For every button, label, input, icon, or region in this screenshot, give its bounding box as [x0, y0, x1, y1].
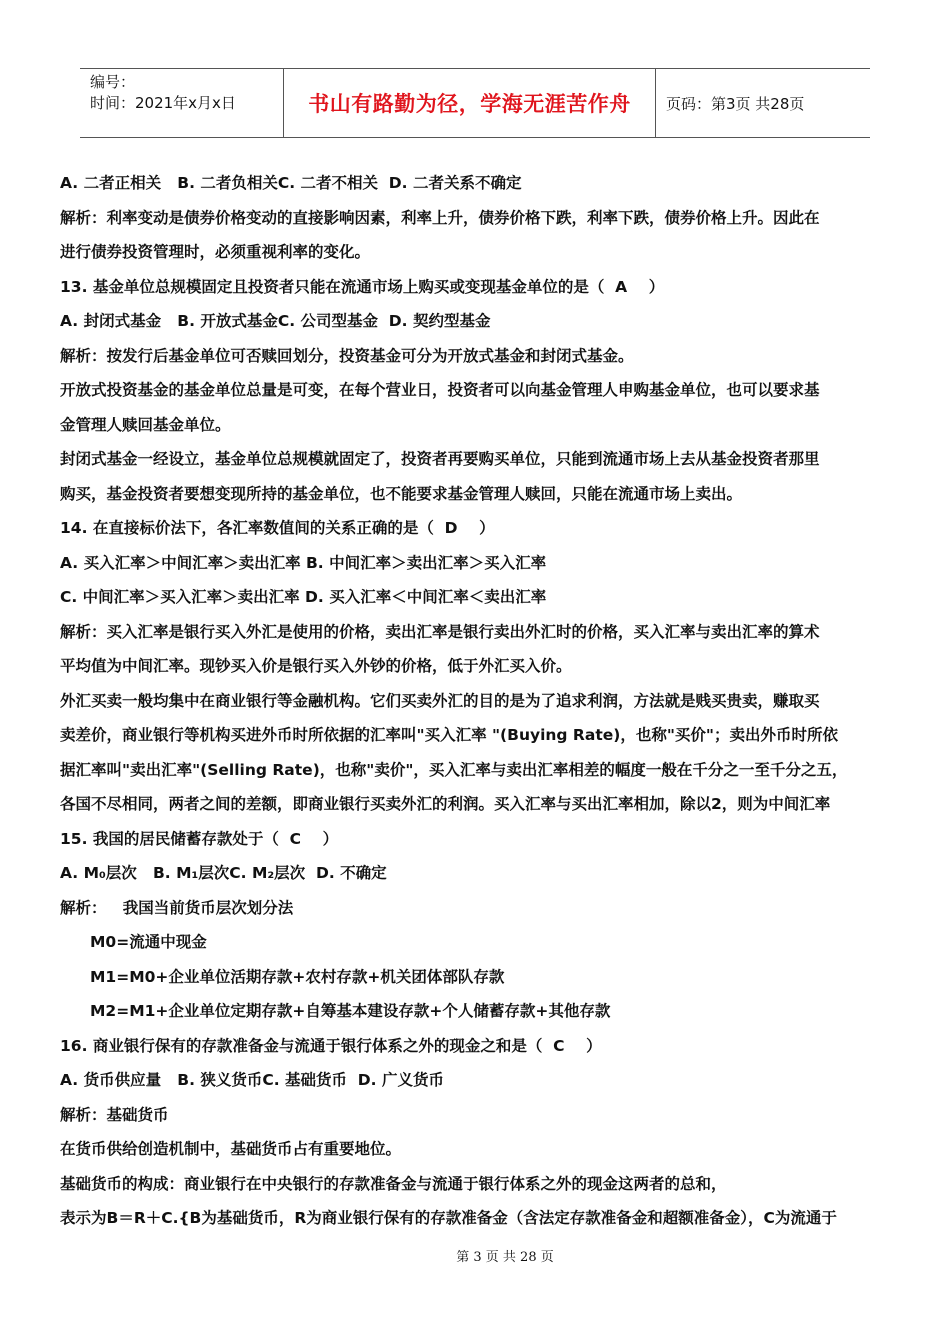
text-line: 解析： 我国当前货币层次划分法 [60, 898, 294, 917]
text-line: 进行债券投资管理时，必须重视利率的变化。 [60, 243, 371, 261]
text-line: 在货币供给创造机制中，基础货币占有重要地位。 [60, 1140, 402, 1158]
text-line: 封闭式基金一经设立，基金单位总规模就固定了，投资者再要购买单位，只能到流通市场上去从基金投资者那里 [60, 450, 820, 468]
document-time-label: 时间：2021年x月x日 [90, 94, 236, 112]
text-line: A. 二者正相关 B. 二者负相关C. 二者不相关 D. 二者关系不确定 [60, 174, 522, 192]
question-line: 13. 基金单位总规模固定且投资者只能在流通市场上购买或变现基金单位的是（ A ） [60, 277, 665, 296]
text-line: 解析：基础货币 [60, 1105, 169, 1124]
text-line: 各国不尽相同，两者之间的差额，即商业银行买卖外汇的利润。买入汇率与买出汇率相加，除以2，则为中间汇率 [60, 795, 831, 813]
question-line: 14. 在直接标价法下，各汇率数值间的关系正确的是（ D ） [60, 519, 495, 537]
text-line: 基础货币的构成：商业银行在中央银行的存款准备金与流通于银行体系之外的现金这两者的总和， [60, 1174, 727, 1193]
question-line: 15. 我国的居民储蓄存款处于（ C ） [60, 829, 339, 848]
text-line: 平均值为中间汇率。现钞买入价是银行买入外钞的价格，低于外汇买入价。 [60, 657, 572, 675]
text-line: 解析：买入汇率是银行买入外汇是使用的价格，卖出汇率是银行卖出外汇时的价格，买入汇率与卖出汇率的算术 [60, 622, 820, 641]
text-line: 外汇买卖一般均集中在商业银行等金融机构。它们买卖外汇的目的是为了追求利润，方法就是贱买贵卖，赚取买 [60, 691, 820, 710]
text-line: 表示为B＝R＋C.{B为基础货币，R为商业银行保有的存款准备金（含法定存款准备金和超额准备金），C为流通于 [60, 1209, 837, 1227]
text-line: 开放式投资基金的基金单位总量是可变，在每个营业日，投资者可以向基金管理人申购基金单位，也可以要求基 [60, 381, 820, 399]
text-line: 据汇率叫"卖出汇率"(Selling Rate)，也称"卖价"，买入汇率与卖出汇率相差的幅度一般在千分之一至千分之五， [60, 760, 848, 779]
page-footer: 第 3 页 共 28 页 [456, 1250, 554, 1265]
header-motto: 书山有路勤为径，学海无涯苦作舟 [283, 69, 656, 137]
text-line: M1=M0+企业单位活期存款+农村存款+机关团体部队存款 [90, 967, 505, 986]
options-line: C. 中间汇率＞买入汇率＞卖出汇率 D. 买入汇率＜中间汇率＜卖出汇率 [60, 588, 547, 606]
header-page-info: 页码：第3页 共28页 [666, 94, 805, 113]
document-id-label: 编号： [90, 73, 136, 91]
options-line: A. 封闭式基金 B. 开放式基金C. 公司型基金 D. 契约型基金 [60, 312, 491, 330]
text-line: 购买，基金投资者要想变现所持的基金单位，也不能要求基金管理人赎回，只能在流通市场上卖出。 [60, 484, 743, 503]
header-meta [80, 69, 283, 137]
page-header [80, 68, 870, 138]
text-line: 解析：按发行后基金单位可否赎回划分，投资基金可分为开放式基金和封闭式基金。 [60, 346, 634, 365]
text-line: M0=流通中现金 [90, 933, 207, 951]
text-line: M2=M1+企业单位定期存款+自筹基本建设存款+个人储蓄存款+其他存款 [90, 1002, 611, 1020]
text-line: 解析：利率变动是债券价格变动的直接影响因素，利率上升，债券价格下跌，利率下跌，债券价格上升。因此在 [60, 208, 820, 227]
text-line: 金管理人赎回基金单位。 [60, 415, 231, 434]
options-line: A. M₀层次 B. M₁层次C. M₂层次 D. 不确定 [60, 864, 387, 882]
options-line: A. 货币供应量 B. 狭义货币C. 基础货币 D. 广义货币 [60, 1071, 444, 1089]
document-body [60, 166, 895, 1236]
options-line: A. 买入汇率＞中间汇率＞卖出汇率 B. 中间汇率＞卖出汇率＞买入汇率 [60, 553, 547, 572]
text-line: 卖差价，商业银行等机构买进外币时所依据的汇率叫"买入汇率 "(Buying Rate)，也称"买价"；卖出外币时所依 [60, 726, 838, 744]
question-line: 16. 商业银行保有的存款准备金与流通于银行体系之外的现金之和是（ C ） [60, 1036, 602, 1055]
